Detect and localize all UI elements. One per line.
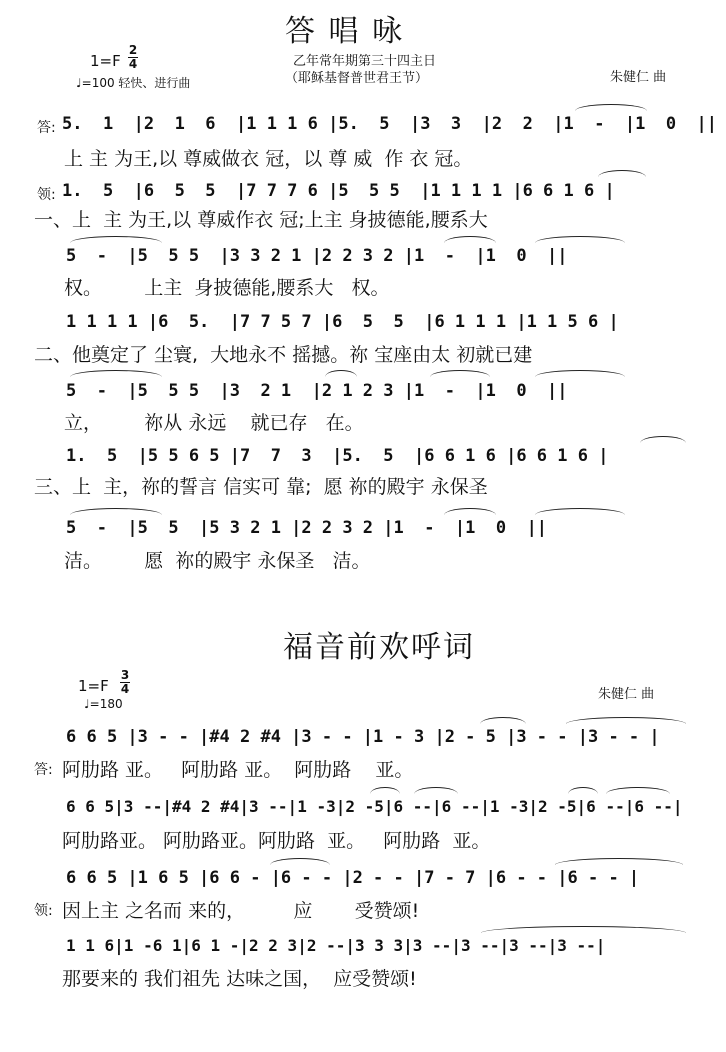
song2-notation-row [0, 936, 726, 964]
notation-line: 1. 5 |5 5 6 5 |7 7 3 |5. 5 |6 6 1 6 |6 6 1 6 | [66, 446, 609, 466]
song2-tempo: ♩=180 [84, 697, 123, 711]
lyric-line: 洁。 愿 祢的殿宇 永保圣 洁。 [64, 550, 371, 572]
song1-tempo: ♩=100 轻快、进行曲 [76, 76, 191, 90]
song2-time-signature [120, 669, 130, 696]
tie-mark [535, 236, 625, 243]
notation-line: 5 - |5 5 |5 3 2 1 |2 2 3 2 |1 - |1 0 || [66, 518, 548, 538]
tie-mark [444, 508, 496, 515]
lyric-line: 上 主 为王,以 尊威做衣 冠，以 尊 威 作 衣 冠。 [64, 148, 473, 170]
tie-mark [606, 787, 670, 794]
tie-mark [640, 436, 686, 443]
notation-line: 1 1 1 1 |6 5. |7 7 5 7 |6 5 5 |6 1 1 1 |1 1 5 6 | [66, 312, 619, 332]
song2-notation-row [0, 727, 726, 755]
song1-notation-row [0, 246, 726, 274]
notation-line: 1 1 6|1 -6 1|6 1 -|2 2 3|2 --|3 3 3|3 --|3 --|3 --|3 --| [66, 936, 606, 955]
tie-mark [535, 508, 625, 515]
tie-mark [325, 370, 357, 377]
song2-title: 福音前欢呼词 [283, 630, 475, 665]
song1-title: 答 唱 咏 [285, 14, 405, 49]
song2-composer: 朱健仁 曲 [598, 687, 655, 702]
verse-label: 领: [34, 903, 53, 919]
song1-notation-row [0, 446, 726, 474]
song1-lyric-row [0, 472, 726, 500]
song2-lyric-row [0, 964, 726, 992]
tie-mark [370, 787, 400, 794]
notation-line: 1. 5 |6 5 5 |7 7 7 6 |5 5 5 |1 1 1 1 |6 6 1 6 | [62, 181, 615, 201]
notation-line: 6 6 5|3 --|#4 2 #4|3 --|1 -3|2 -5|6 --|6 --|1 -3|2 -5|6 --|6 --| [66, 797, 683, 816]
tie-mark [568, 787, 598, 794]
tie-mark [575, 104, 647, 111]
tie-mark [270, 858, 330, 865]
response-label: 答: [37, 120, 56, 136]
song1-lyric-row [0, 340, 726, 368]
song1-time-bottom: 4 [128, 57, 138, 71]
notation-line: 6 6 5 |1 6 5 |6 6 - |6 - - |2 - - |7 - 7 |6 - - |6 - - | [66, 868, 640, 888]
response-label: 答: [34, 762, 53, 778]
song2-key: 1=F [78, 677, 109, 695]
notation-line: 5. 1 |2 1 6 |1 1 1 6 |5. 5 |3 3 |2 2 |1 - |1 0 || [62, 114, 718, 134]
song1-notation-row [0, 312, 726, 340]
tie-mark [481, 926, 686, 933]
song1-subtitle-1: 乙年常年期第三十四主日 [293, 54, 437, 69]
verse-label: 领: [37, 187, 56, 203]
notation-line: 5 - |5 5 5 |3 2 1 |2 1 2 3 |1 - |1 0 || [66, 381, 568, 401]
tie-mark [535, 370, 625, 377]
song1-lyric-row [0, 205, 726, 233]
tie-mark [555, 858, 683, 865]
song1-notation-row [0, 381, 726, 409]
song1-time-signature [128, 44, 138, 71]
lyric-line: 那要来的 我们祖先 达味之国， 应受赞颂! [62, 968, 417, 990]
song1-time-top: 2 [128, 43, 138, 57]
song1-lyric-row [0, 546, 726, 574]
lyric-line: 阿肋路 亚。 阿肋路 亚。 阿肋路 亚。 [62, 759, 414, 781]
song1-notation-row [0, 518, 726, 546]
song2-notation-row [0, 797, 726, 825]
song2-lyric-row [0, 755, 726, 783]
tie-mark [598, 170, 646, 177]
lyric-line: 二、他奠定了 尘寰, 大地永不 摇撼。祢 宝座由太 初就已建 [34, 344, 533, 366]
song1-lyric-row [0, 273, 726, 301]
lyric-line: 立， 祢从 永远 就已存 在。 [64, 412, 364, 434]
notation-line: 6 6 5 |3 - - |#4 2 #4 |3 - - |1 - 3 |2 - 5 |3 - - |3 - - | [66, 727, 660, 747]
tie-mark [70, 370, 162, 377]
song1-key: 1=F [90, 52, 121, 70]
lyric-line: 一、上 主 为王,以 尊威作衣 冠;上主 身披德能,腰系大 [34, 209, 488, 231]
song1-composer: 朱健仁 曲 [610, 70, 667, 85]
tie-mark [566, 717, 686, 724]
song2-time-bottom: 4 [120, 682, 130, 696]
song2-time-top: 3 [120, 668, 130, 682]
song1-lyric-row [0, 144, 726, 172]
song2-notation-row [0, 868, 726, 896]
tie-mark [414, 787, 458, 794]
lyric-line: 权。 上主 身披德能,腰系大 权。 [64, 277, 390, 299]
lyric-line: 因上主 之名而 来的， 应 受赞颂! [62, 900, 420, 922]
lyric-line: 阿肋路亚。 阿肋路亚。阿肋路 亚。 阿肋路 亚。 [62, 830, 491, 852]
tie-mark [70, 508, 162, 515]
notation-line: 5 - |5 5 5 |3 3 2 1 |2 2 3 2 |1 - |1 0 || [66, 246, 568, 266]
song2-lyric-row [0, 826, 726, 854]
lyric-line: 三、上 主，祢的誓言 信实可 靠; 愿 祢的殿宇 永保圣 [34, 476, 488, 498]
tie-mark [430, 370, 490, 377]
tie-mark [70, 236, 162, 243]
song1-lyric-row [0, 408, 726, 436]
song1-subtitle-2: （耶稣基督普世君王节） [285, 71, 429, 86]
tie-mark [480, 717, 526, 724]
song2-lyric-row [0, 896, 726, 924]
tie-mark [444, 236, 496, 243]
song1-notation-row [0, 114, 726, 142]
